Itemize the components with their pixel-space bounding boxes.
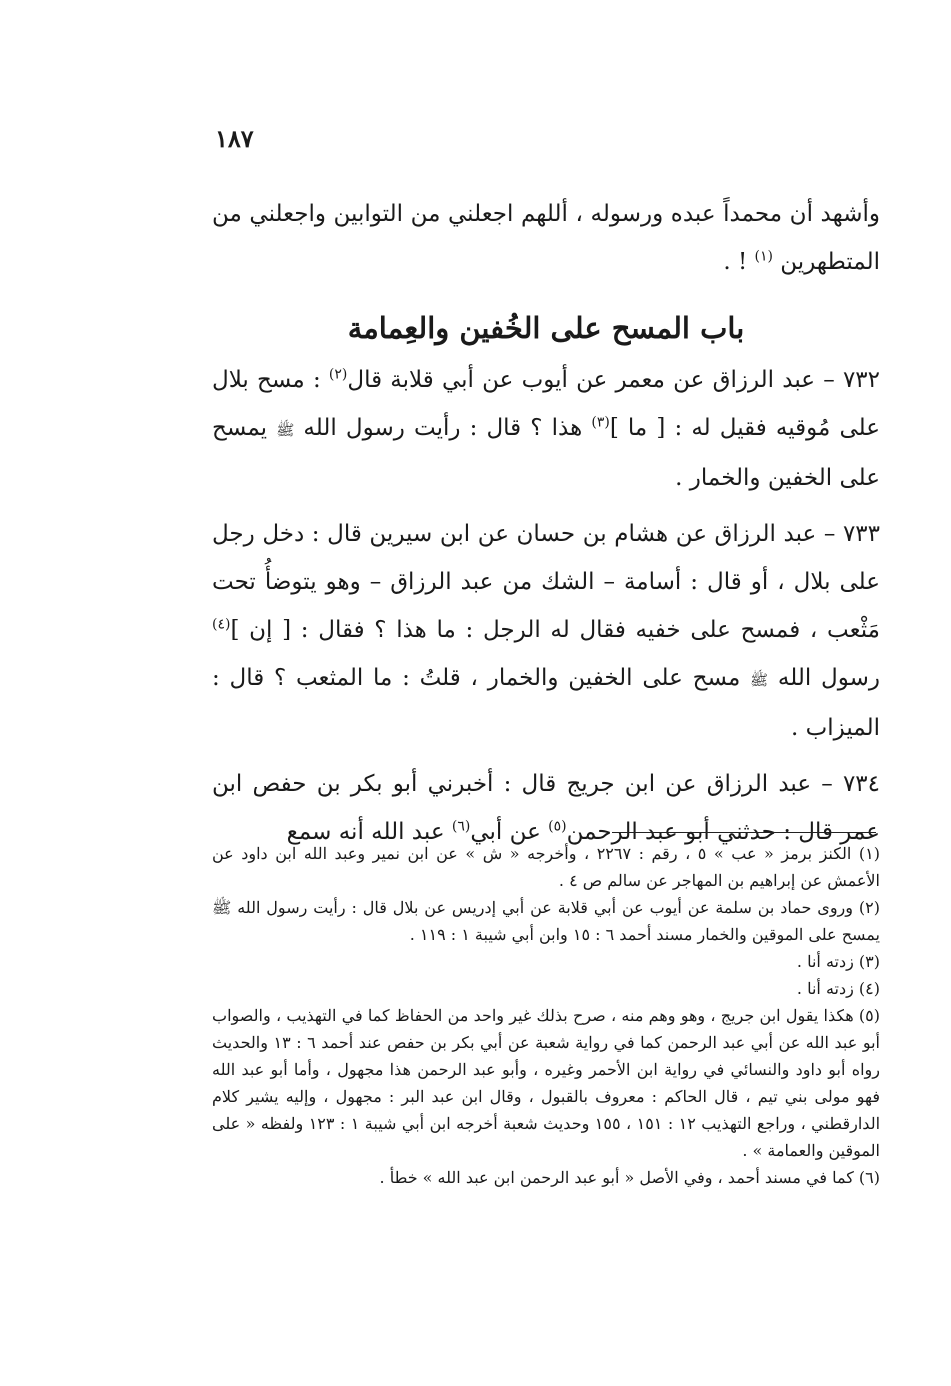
hadith-text: عبد الرزاق عن هشام بن حسان عن ابن سيرين قال : دخل رجل على بلال ، أو قال : أسامة – الشك من عبد الرزاق – وهو يتوضأُ تحت مَثْعب ، فمسح على خفيه فقال له الرجل : ما هذا ؟ فقال : [ إن ]: [212, 521, 880, 643]
chapter-title: باب المسح على الخُفين والعِمامة: [347, 311, 745, 345]
footnote-5: (٥) هكذا يقول ابن جريج ، وهو وهم منه ، صرح بذلك غير واحد من الحفاظ كما في التهذيب ، والصواب أبو عبد الله عن أبي عبد الرحمن كما في رواية شعبة عن أبي بكر بن حفص عند أحمد ٦ : ١٣ والحديث رواه أبو داود والنسائي في رواية ابن الأحمر وغيره ، وأبو عبد الرحمن هذا مجهول ، وأما أبو عبد الله فهو مولى بني تيم ، قال الحاكم : معروف بالقبول ، وقال ابن عبد البر : مجهول ، وإليه يشير كلام الدارقطني ، وراجع التهذيب ١٢ : ١٥١ ، ١٥٥ وحديث شعبة أخرجه ابن أبي شيبة ١ : ١٢٣ ولفظه « على الموقين والعمامة » .: [212, 1006, 881, 1160]
footnote-ref-3[interactable]: (٣): [591, 414, 610, 431]
hadith-732: [212, 356, 880, 502]
salawat-glyph: ﷺ: [276, 421, 295, 439]
footnotes: [212, 840, 880, 1191]
intro-end: ! .: [723, 249, 755, 275]
salawat-glyph: ﷺ: [750, 671, 769, 689]
footnote-4: (٤) زدته أنا .: [796, 979, 880, 998]
hadith-text: يمسح على الخفين والخمار .: [212, 415, 880, 491]
footnote-ref-2[interactable]: (٢): [328, 366, 348, 383]
main-text: [212, 190, 880, 856]
hadith-number: ٧٣٢ –: [815, 367, 880, 393]
hadith-text: رسول الله: [768, 665, 880, 691]
footnote-3: (٣) زدته أنا .: [796, 952, 880, 971]
hadith-text: : مسح بلال على مُوقيه فقيل له : [ ما ]: [212, 367, 880, 441]
footnote-ref-5[interactable]: (٥): [548, 818, 567, 835]
hadith-text: هذا ؟ قال : رأيت رسول الله: [294, 415, 592, 441]
hadith-text: مسح على الخفين والخمار ، قلتُ : ما المثعب ؟ قال : الميزاب .: [212, 665, 880, 741]
footnote-1: (١) الكنز برمز « عب » ٥ ، رقم : ٢٢٦٧ ، وأخرجه « ش » عن ابن نمير وعبد الله ابن داود عن الأعمش عن إبراهيم بن المهاجر عن سالم ص ٤ .: [212, 844, 880, 890]
intro-paragraph: [212, 190, 880, 286]
intro-text: وأشهد أن محمداً عبده ورسوله ، أللهم اجعلني من التوابين واجعلني من المتطهرين: [212, 201, 880, 275]
footnote-ref-6[interactable]: (٦): [451, 818, 471, 835]
hadith-733: [212, 510, 880, 752]
footnote-2: (٢) وروى حماد بن سلمة عن أيوب عن أبي قلابة عن أبي إدريس عن بلال قال : رأيت رسول الله ﷺ يمسح على الموقين والخمار مسند أحمد ٦ : ١٥ وابن أبي شيبة ١ : ١١٩ .: [212, 898, 880, 944]
hadith-number: ٧٣٣ –: [816, 521, 881, 547]
page-number: ١٨٧: [215, 124, 254, 153]
hadith-text: عبد الرزاق عن ابن جريج قال : أخبرني أبو بكر بن حفص ابن عمر قال : حدثني أبو عبد الرحمن: [212, 771, 880, 845]
footnote-6: (٦) كما في مسند أحمد ، وفي الأصل « أبو عبد الرحمن ابن عبد الله » خطأ .: [379, 1168, 880, 1187]
footnote-ref-4[interactable]: (٤): [212, 616, 231, 633]
hadith-text: عبد الله أنه سمع: [286, 819, 452, 845]
footnote-separator: [612, 832, 876, 833]
hadith-number: ٧٣٤ –: [811, 771, 880, 797]
hadith-text: عبد الرزاق عن معمر عن أيوب عن أبي قلابة قال: [347, 367, 815, 393]
hadith-text: عن أبي: [470, 819, 549, 845]
footnote-ref-1[interactable]: (١): [754, 248, 773, 265]
